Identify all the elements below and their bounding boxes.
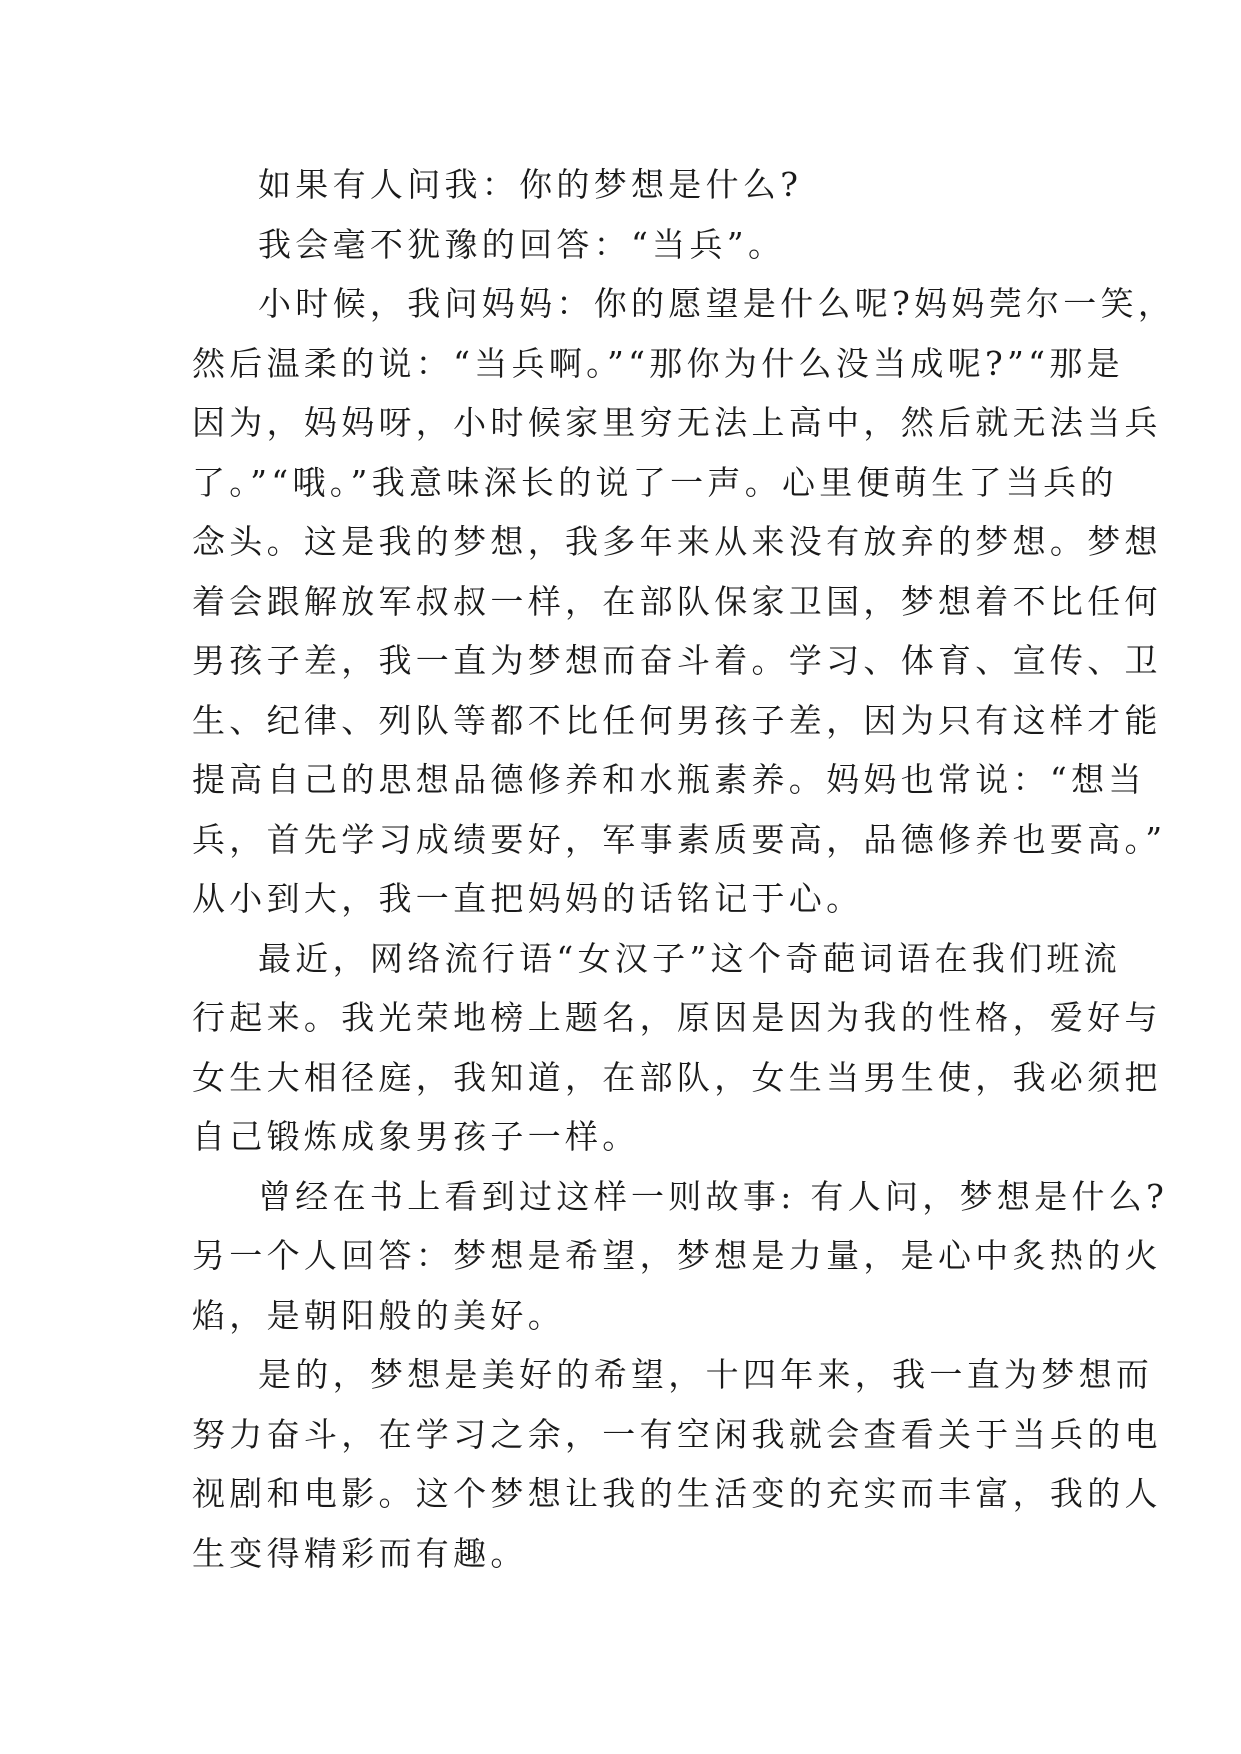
text-line: 念头。这是我的梦想，我多年来从来没有放弃的梦想。梦想 xyxy=(192,522,1162,561)
text-line: 另一个人回答：梦想是希望，梦想是力量，是心中炙热的火 xyxy=(192,1236,1162,1275)
text-line: 曾经在书上看到过这样一则故事: 有人问，梦想是什么? xyxy=(258,1176,1169,1216)
text-line: 女生大相径庭，我知道，在部队，女生当男生使，我必须把 xyxy=(192,1057,1162,1097)
text-line: 最近，网络流行语“女汉子”这个奇葩词语在我们班流 xyxy=(258,938,1121,978)
text-line: 努力奋斗，在学习之余，一有空闲我就会查看关于当兵的电 xyxy=(192,1414,1162,1454)
text-line: 行起来。我光荣地榜上题名，原因是因为我的性格，爱好与 xyxy=(192,998,1162,1037)
text-line: 因为，妈妈呀，小时候家里穷无法上高中，然后就无法当兵 xyxy=(192,403,1162,442)
text-line: 焰，是朝阳般的美好。 xyxy=(192,1295,565,1335)
text-line: 如果有人问我：你的梦想是什么? xyxy=(258,165,803,204)
essay-body xyxy=(192,155,1176,1583)
text-line: 然后温柔的说：“当兵啊。”“那你为什么没当成呢?”“那是 xyxy=(192,343,1124,383)
text-line: 视剧和电影。这个梦想让我的生活变的充实而丰富，我的人 xyxy=(192,1474,1162,1513)
text-line: 提高自己的思想品德修养和水瓶素养。妈妈也常说：“想当 xyxy=(192,760,1146,799)
text-line: 着会跟解放军叔叔一样，在部队保家卫国，梦想着不比任何 xyxy=(192,581,1162,621)
text-line: 从小到大，我一直把妈妈的话铭记于心。 xyxy=(192,879,864,918)
text-line: 男孩子差，我一直为梦想而奋斗着。学习、体育、宣传、卫 xyxy=(192,641,1162,680)
text-line: 了。”“哦。”我意味深长的说了一声。心里便萌生了当兵的 xyxy=(192,462,1118,502)
text-line: 小时候，我问妈妈：你的愿望是什么呢?妈妈莞尔一笑， xyxy=(258,284,1176,323)
text-line: 生变得精彩而有趣。 xyxy=(192,1533,528,1573)
text-line: 兵，首先学习成绩要好，军事素质要高，品德修养也要高。” xyxy=(192,819,1167,859)
text-line: 自己锻炼成象男孩子一样。 xyxy=(192,1117,640,1156)
text-line: 是的，梦想是美好的希望，十四年来，我一直为梦想而 xyxy=(258,1355,1154,1394)
text-line: 生、纪律、列队等都不比任何男孩子差，因为只有这样才能 xyxy=(192,700,1162,740)
text-line: 我会毫不犹豫的回答：“当兵”。 xyxy=(258,224,786,264)
